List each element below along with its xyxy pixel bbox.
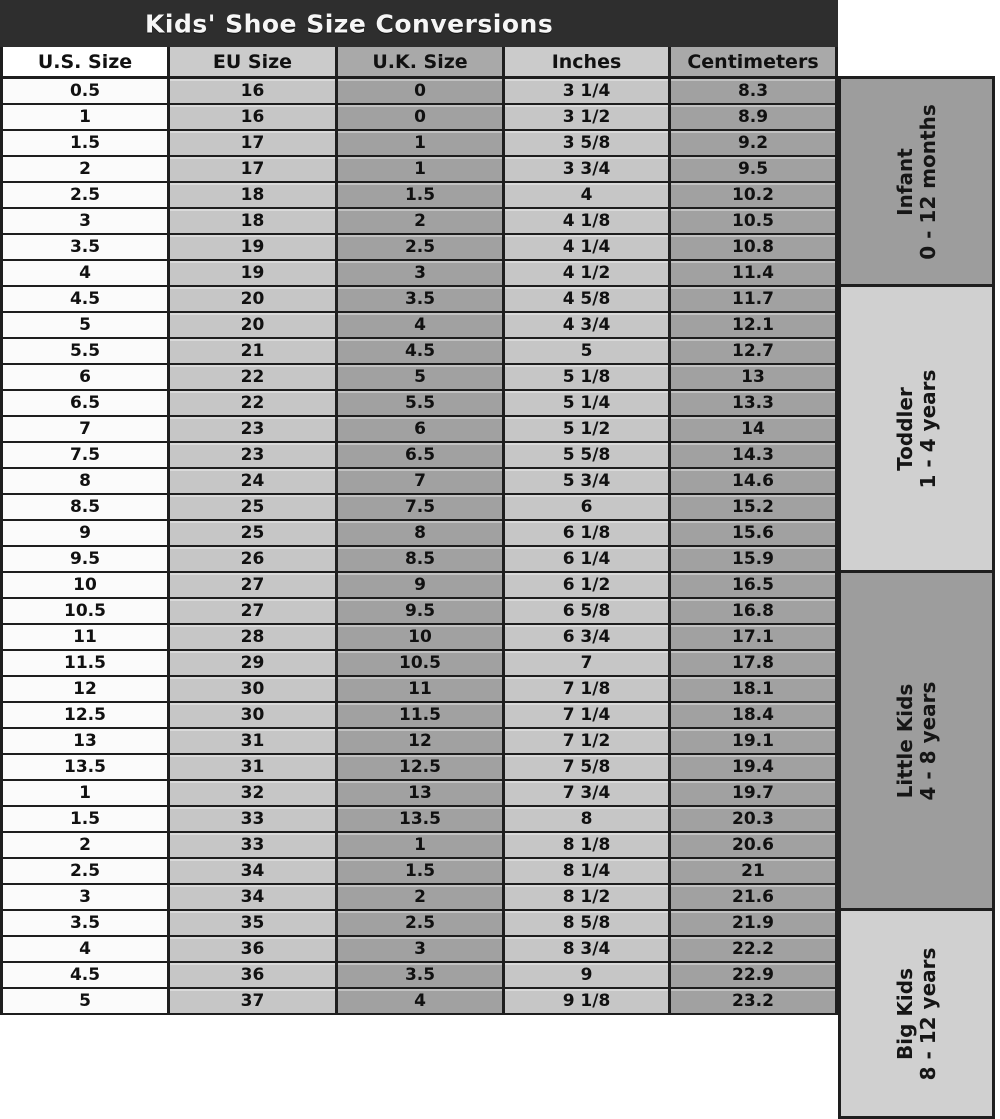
cell-inches: 4 3/4 xyxy=(505,313,671,339)
table-row xyxy=(3,365,835,391)
cell-uk-size: 2.5 xyxy=(338,235,505,261)
table-row xyxy=(3,807,835,833)
column-header-inches: Inches xyxy=(505,47,671,79)
table-row xyxy=(3,313,835,339)
cell-eu-size: 37 xyxy=(170,989,338,1015)
column-header-uk-size: U.K. Size xyxy=(338,47,505,79)
age-group-label xyxy=(894,947,940,1080)
cell-centimeters: 11.4 xyxy=(671,261,835,287)
cell-uk-size: 13.5 xyxy=(338,807,505,833)
cell-us-size: 3.5 xyxy=(3,911,170,937)
table-row xyxy=(3,79,835,105)
table-header-row xyxy=(3,47,835,79)
table-row xyxy=(3,599,835,625)
cell-eu-size: 17 xyxy=(170,157,338,183)
age-group-range: 0 - 12 months xyxy=(915,103,940,260)
cell-inches: 7 1/8 xyxy=(505,677,671,703)
cell-centimeters: 21.6 xyxy=(671,885,835,911)
cell-eu-size: 30 xyxy=(170,677,338,703)
cell-uk-size: 10.5 xyxy=(338,651,505,677)
cell-eu-size: 20 xyxy=(170,287,338,313)
cell-uk-size: 6 xyxy=(338,417,505,443)
cell-inches: 5 1/8 xyxy=(505,365,671,391)
cell-eu-size: 35 xyxy=(170,911,338,937)
cell-inches: 8 1/4 xyxy=(505,859,671,885)
cell-uk-size: 2 xyxy=(338,885,505,911)
cell-us-size: 7.5 xyxy=(3,443,170,469)
cell-eu-size: 23 xyxy=(170,443,338,469)
cell-uk-size: 7.5 xyxy=(338,495,505,521)
cell-us-size: 1.5 xyxy=(3,131,170,157)
cell-us-size: 2 xyxy=(3,157,170,183)
cell-inches: 7 1/2 xyxy=(505,729,671,755)
cell-inches: 3 5/8 xyxy=(505,131,671,157)
cell-uk-size: 9.5 xyxy=(338,599,505,625)
cell-uk-size: 5 xyxy=(338,365,505,391)
cell-eu-size: 18 xyxy=(170,209,338,235)
cell-us-size: 13.5 xyxy=(3,755,170,781)
cell-us-size: 8.5 xyxy=(3,495,170,521)
cell-centimeters: 12.1 xyxy=(671,313,835,339)
cell-inches: 8 xyxy=(505,807,671,833)
cell-uk-size: 1.5 xyxy=(338,859,505,885)
cell-uk-size: 1.5 xyxy=(338,183,505,209)
cell-centimeters: 9.5 xyxy=(671,157,835,183)
cell-eu-size: 26 xyxy=(170,547,338,573)
cell-eu-size: 32 xyxy=(170,781,338,807)
cell-inches: 5 1/4 xyxy=(505,391,671,417)
column-header-eu-size: EU Size xyxy=(170,47,338,79)
cell-centimeters: 22.9 xyxy=(671,963,835,989)
table-row xyxy=(3,885,835,911)
age-group-range: 1 - 4 years xyxy=(915,369,940,488)
cell-us-size: 6 xyxy=(3,365,170,391)
cell-inches: 4 1/8 xyxy=(505,209,671,235)
cell-uk-size: 3 xyxy=(338,261,505,287)
cell-us-size: 0.5 xyxy=(3,79,170,105)
cell-eu-size: 16 xyxy=(170,105,338,131)
cell-centimeters: 14 xyxy=(671,417,835,443)
cell-uk-size: 0 xyxy=(338,79,505,105)
cell-us-size: 5 xyxy=(3,313,170,339)
cell-centimeters: 13 xyxy=(671,365,835,391)
cell-centimeters: 19.1 xyxy=(671,729,835,755)
cell-inches: 7 3/4 xyxy=(505,781,671,807)
cell-eu-size: 19 xyxy=(170,235,338,261)
cell-inches: 8 3/4 xyxy=(505,937,671,963)
cell-eu-size: 36 xyxy=(170,963,338,989)
cell-uk-size: 3 xyxy=(338,937,505,963)
cell-us-size: 4 xyxy=(3,937,170,963)
age-group-toddler xyxy=(838,284,995,573)
table-row xyxy=(3,703,835,729)
cell-uk-size: 4.5 xyxy=(338,339,505,365)
cell-uk-size: 9 xyxy=(338,573,505,599)
cell-inches: 3 3/4 xyxy=(505,157,671,183)
table-row xyxy=(3,131,835,157)
cell-eu-size: 25 xyxy=(170,521,338,547)
cell-centimeters: 8.3 xyxy=(671,79,835,105)
conversion-table xyxy=(0,47,838,1015)
cell-us-size: 1 xyxy=(3,105,170,131)
cell-centimeters: 14.3 xyxy=(671,443,835,469)
cell-eu-size: 30 xyxy=(170,703,338,729)
cell-centimeters: 20.6 xyxy=(671,833,835,859)
cell-us-size: 2 xyxy=(3,833,170,859)
table-row xyxy=(3,547,835,573)
table-row xyxy=(3,261,835,287)
cell-inches: 7 1/4 xyxy=(505,703,671,729)
cell-us-size: 9 xyxy=(3,521,170,547)
cell-inches: 4 1/4 xyxy=(505,235,671,261)
cell-centimeters: 19.4 xyxy=(671,755,835,781)
cell-inches: 4 xyxy=(505,183,671,209)
cell-uk-size: 0 xyxy=(338,105,505,131)
cell-uk-size: 3.5 xyxy=(338,963,505,989)
cell-centimeters: 13.3 xyxy=(671,391,835,417)
cell-eu-size: 19 xyxy=(170,261,338,287)
cell-eu-size: 22 xyxy=(170,365,338,391)
cell-eu-size: 33 xyxy=(170,833,338,859)
table-body xyxy=(3,79,835,1015)
table-row xyxy=(3,651,835,677)
table-row xyxy=(3,469,835,495)
cell-centimeters: 8.9 xyxy=(671,105,835,131)
cell-inches: 6 1/8 xyxy=(505,521,671,547)
cell-inches: 8 1/8 xyxy=(505,833,671,859)
age-group-big-kids xyxy=(838,908,995,1119)
cell-uk-size: 8 xyxy=(338,521,505,547)
cell-uk-size: 4 xyxy=(338,313,505,339)
cell-centimeters: 12.7 xyxy=(671,339,835,365)
cell-us-size: 3 xyxy=(3,209,170,235)
age-group-label xyxy=(894,681,940,800)
cell-centimeters: 20.3 xyxy=(671,807,835,833)
age-group-little-kids xyxy=(838,570,995,911)
cell-eu-size: 25 xyxy=(170,495,338,521)
cell-us-size: 12 xyxy=(3,677,170,703)
cell-centimeters: 21.9 xyxy=(671,911,835,937)
table-row xyxy=(3,573,835,599)
cell-eu-size: 29 xyxy=(170,651,338,677)
cell-centimeters: 15.9 xyxy=(671,547,835,573)
cell-us-size: 8 xyxy=(3,469,170,495)
cell-centimeters: 14.6 xyxy=(671,469,835,495)
cell-centimeters: 19.7 xyxy=(671,781,835,807)
cell-inches: 9 1/8 xyxy=(505,989,671,1015)
cell-eu-size: 34 xyxy=(170,885,338,911)
page-title: Kids' Shoe Size Conversions xyxy=(145,9,554,38)
cell-uk-size: 10 xyxy=(338,625,505,651)
cell-inches: 7 5/8 xyxy=(505,755,671,781)
table-row xyxy=(3,625,835,651)
cell-centimeters: 11.7 xyxy=(671,287,835,313)
table-row xyxy=(3,183,835,209)
table-row xyxy=(3,157,835,183)
cell-centimeters: 18.4 xyxy=(671,703,835,729)
age-group-label xyxy=(894,104,940,259)
cell-uk-size: 3.5 xyxy=(338,287,505,313)
cell-eu-size: 34 xyxy=(170,859,338,885)
table-row xyxy=(3,417,835,443)
cell-centimeters: 17.1 xyxy=(671,625,835,651)
age-group-name: Toddler xyxy=(892,386,917,471)
cell-centimeters: 18.1 xyxy=(671,677,835,703)
cell-us-size: 3 xyxy=(3,885,170,911)
cell-us-size: 11 xyxy=(3,625,170,651)
cell-us-size: 10 xyxy=(3,573,170,599)
cell-us-size: 6.5 xyxy=(3,391,170,417)
cell-us-size: 13 xyxy=(3,729,170,755)
cell-us-size: 3.5 xyxy=(3,235,170,261)
cell-inches: 3 1/4 xyxy=(505,79,671,105)
cell-inches: 6 xyxy=(505,495,671,521)
table-row xyxy=(3,833,835,859)
table-row xyxy=(3,729,835,755)
table-row xyxy=(3,105,835,131)
age-group-name: Infant xyxy=(892,147,917,216)
cell-centimeters: 17.8 xyxy=(671,651,835,677)
cell-inches: 6 1/2 xyxy=(505,573,671,599)
cell-uk-size: 11 xyxy=(338,677,505,703)
cell-eu-size: 20 xyxy=(170,313,338,339)
cell-us-size: 2.5 xyxy=(3,859,170,885)
cell-inches: 8 1/2 xyxy=(505,885,671,911)
cell-centimeters: 16.8 xyxy=(671,599,835,625)
cell-eu-size: 33 xyxy=(170,807,338,833)
age-group-range: 4 - 8 years xyxy=(915,681,940,800)
cell-us-size: 2.5 xyxy=(3,183,170,209)
cell-uk-size: 12 xyxy=(338,729,505,755)
cell-uk-size: 11.5 xyxy=(338,703,505,729)
cell-inches: 6 3/4 xyxy=(505,625,671,651)
cell-us-size: 5.5 xyxy=(3,339,170,365)
cell-inches: 5 3/4 xyxy=(505,469,671,495)
column-header-us-size: U.S. Size xyxy=(3,47,170,79)
cell-us-size: 1.5 xyxy=(3,807,170,833)
age-group-infant xyxy=(838,76,995,287)
cell-eu-size: 27 xyxy=(170,573,338,599)
table-row xyxy=(3,209,835,235)
cell-centimeters: 10.2 xyxy=(671,183,835,209)
column-header-centimeters: Centimeters xyxy=(671,47,835,79)
age-group-range: 8 - 12 years xyxy=(915,947,940,1080)
cell-uk-size: 7 xyxy=(338,469,505,495)
age-group-name: Little Kids xyxy=(892,683,917,798)
cell-eu-size: 18 xyxy=(170,183,338,209)
cell-eu-size: 36 xyxy=(170,937,338,963)
age-group-sidebar xyxy=(838,76,1000,1119)
table-row xyxy=(3,755,835,781)
cell-us-size: 4.5 xyxy=(3,963,170,989)
table-row xyxy=(3,391,835,417)
table-row xyxy=(3,859,835,885)
cell-uk-size: 6.5 xyxy=(338,443,505,469)
cell-centimeters: 22.2 xyxy=(671,937,835,963)
table-row xyxy=(3,989,835,1015)
cell-uk-size: 2.5 xyxy=(338,911,505,937)
cell-inches: 9 xyxy=(505,963,671,989)
cell-uk-size: 8.5 xyxy=(338,547,505,573)
cell-uk-size: 13 xyxy=(338,781,505,807)
cell-inches: 4 1/2 xyxy=(505,261,671,287)
cell-centimeters: 10.8 xyxy=(671,235,835,261)
cell-centimeters: 21 xyxy=(671,859,835,885)
cell-uk-size: 1 xyxy=(338,833,505,859)
cell-us-size: 11.5 xyxy=(3,651,170,677)
cell-eu-size: 31 xyxy=(170,755,338,781)
cell-uk-size: 12.5 xyxy=(338,755,505,781)
cell-us-size: 10.5 xyxy=(3,599,170,625)
cell-us-size: 12.5 xyxy=(3,703,170,729)
cell-inches: 6 1/4 xyxy=(505,547,671,573)
table-row xyxy=(3,521,835,547)
cell-inches: 6 5/8 xyxy=(505,599,671,625)
table-row xyxy=(3,911,835,937)
table-row xyxy=(3,339,835,365)
table-row xyxy=(3,937,835,963)
cell-us-size: 4 xyxy=(3,261,170,287)
cell-centimeters: 9.2 xyxy=(671,131,835,157)
cell-us-size: 5 xyxy=(3,989,170,1015)
cell-eu-size: 16 xyxy=(170,79,338,105)
cell-uk-size: 5.5 xyxy=(338,391,505,417)
cell-inches: 8 5/8 xyxy=(505,911,671,937)
cell-us-size: 1 xyxy=(3,781,170,807)
cell-centimeters: 15.6 xyxy=(671,521,835,547)
cell-inches: 7 xyxy=(505,651,671,677)
cell-inches: 5 xyxy=(505,339,671,365)
cell-eu-size: 27 xyxy=(170,599,338,625)
cell-centimeters: 10.5 xyxy=(671,209,835,235)
cell-uk-size: 2 xyxy=(338,209,505,235)
cell-eu-size: 31 xyxy=(170,729,338,755)
cell-us-size: 7 xyxy=(3,417,170,443)
title-bar xyxy=(0,0,838,47)
cell-centimeters: 16.5 xyxy=(671,573,835,599)
cell-inches: 5 1/2 xyxy=(505,417,671,443)
table-row xyxy=(3,677,835,703)
cell-us-size: 9.5 xyxy=(3,547,170,573)
age-group-label xyxy=(894,369,940,488)
table-row xyxy=(3,495,835,521)
cell-eu-size: 28 xyxy=(170,625,338,651)
cell-eu-size: 24 xyxy=(170,469,338,495)
cell-inches: 5 5/8 xyxy=(505,443,671,469)
cell-uk-size: 1 xyxy=(338,131,505,157)
cell-centimeters: 15.2 xyxy=(671,495,835,521)
cell-eu-size: 17 xyxy=(170,131,338,157)
table-row xyxy=(3,235,835,261)
cell-eu-size: 22 xyxy=(170,391,338,417)
cell-inches: 3 1/2 xyxy=(505,105,671,131)
cell-us-size: 4.5 xyxy=(3,287,170,313)
cell-uk-size: 4 xyxy=(338,989,505,1015)
cell-centimeters: 23.2 xyxy=(671,989,835,1015)
table-row xyxy=(3,963,835,989)
cell-uk-size: 1 xyxy=(338,157,505,183)
cell-inches: 4 5/8 xyxy=(505,287,671,313)
cell-eu-size: 23 xyxy=(170,417,338,443)
cell-eu-size: 21 xyxy=(170,339,338,365)
table-row xyxy=(3,443,835,469)
table-row xyxy=(3,781,835,807)
table-row xyxy=(3,287,835,313)
age-group-name: Big Kids xyxy=(892,967,917,1060)
